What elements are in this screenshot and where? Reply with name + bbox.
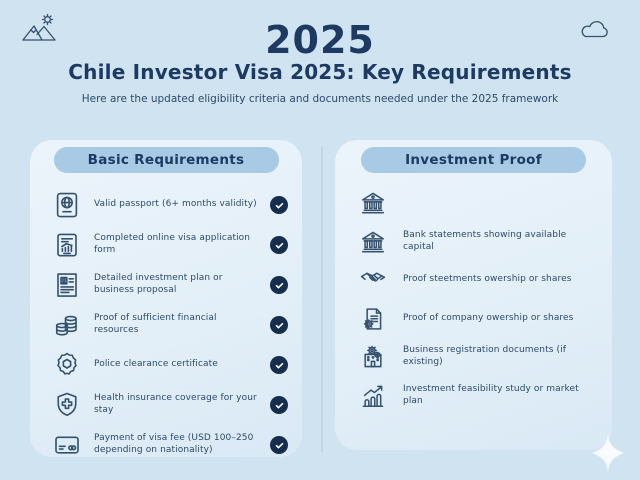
investment-proof-card xyxy=(335,140,612,450)
list-item-label: Proof steetments owership or shares xyxy=(403,274,572,285)
list-item-label: Detailed investment plan or business proposal xyxy=(94,273,223,295)
basic-requirements-header: Basic Requirements xyxy=(54,147,279,173)
check-icon xyxy=(270,236,288,254)
bank-icon xyxy=(359,228,387,256)
application-form-icon xyxy=(52,230,82,260)
list-item-label: Proof of company owership or shares xyxy=(403,312,574,323)
check-icon xyxy=(270,356,288,374)
list-item-label: Valid passport (6+ months validity) xyxy=(94,199,257,210)
list-item-label: Investment feasibility study or market plan xyxy=(403,383,579,406)
list-item xyxy=(359,189,598,217)
investment-proof-list xyxy=(335,173,612,410)
police-badge-icon xyxy=(52,350,82,380)
credit-card-icon xyxy=(52,430,82,460)
passport-icon xyxy=(52,190,82,220)
list-item xyxy=(359,266,598,294)
list-item xyxy=(52,430,288,460)
page-title: Chile Investor Visa 2025: Key Requirements xyxy=(68,60,572,84)
list-item-label: Completed online visa application form xyxy=(94,233,251,255)
basic-requirements-card xyxy=(30,140,302,457)
page-description: Here are the updated eligibility criteria and documents needed under the 2025 framework xyxy=(81,93,559,105)
investment-proof-header: Investment Proof xyxy=(361,147,586,173)
business-registration-icon xyxy=(359,343,387,371)
bank-icon xyxy=(359,189,387,217)
health-shield-icon xyxy=(52,390,82,420)
document-seal-icon xyxy=(359,305,387,333)
check-icon xyxy=(270,196,288,214)
list-item-label: Bank statements showing available capital xyxy=(403,229,567,252)
list-item xyxy=(52,230,288,260)
list-item xyxy=(52,390,288,420)
investment-plan-icon xyxy=(52,270,82,300)
list-item-label: Police clearance certificate xyxy=(94,359,218,370)
check-icon xyxy=(270,436,288,454)
check-icon xyxy=(270,316,288,334)
list-item xyxy=(359,382,598,410)
list-item xyxy=(52,350,288,380)
list-item xyxy=(359,305,598,333)
sparkle-icon xyxy=(589,434,627,476)
list-item xyxy=(359,343,598,371)
list-item xyxy=(52,270,288,300)
handshake-icon xyxy=(359,266,387,294)
card-divider xyxy=(321,147,323,452)
list-item-label: Health insurance coverage for your stay xyxy=(94,393,257,415)
list-item-label: Proof of sufficient financial resources xyxy=(94,313,217,335)
list-item xyxy=(52,190,288,220)
check-icon xyxy=(270,276,288,294)
page-title-year: 2025 xyxy=(265,18,375,62)
list-item xyxy=(52,310,288,340)
check-icon xyxy=(270,396,288,414)
coins-icon xyxy=(52,310,82,340)
basic-requirements-list xyxy=(30,173,302,460)
list-item-label: Business registration documents (if existing) xyxy=(403,345,566,367)
list-item-label: Payment of visa fee (USD 100–250 depending on nationality) xyxy=(94,433,254,455)
growth-chart-icon xyxy=(359,382,387,410)
list-item xyxy=(359,228,598,256)
